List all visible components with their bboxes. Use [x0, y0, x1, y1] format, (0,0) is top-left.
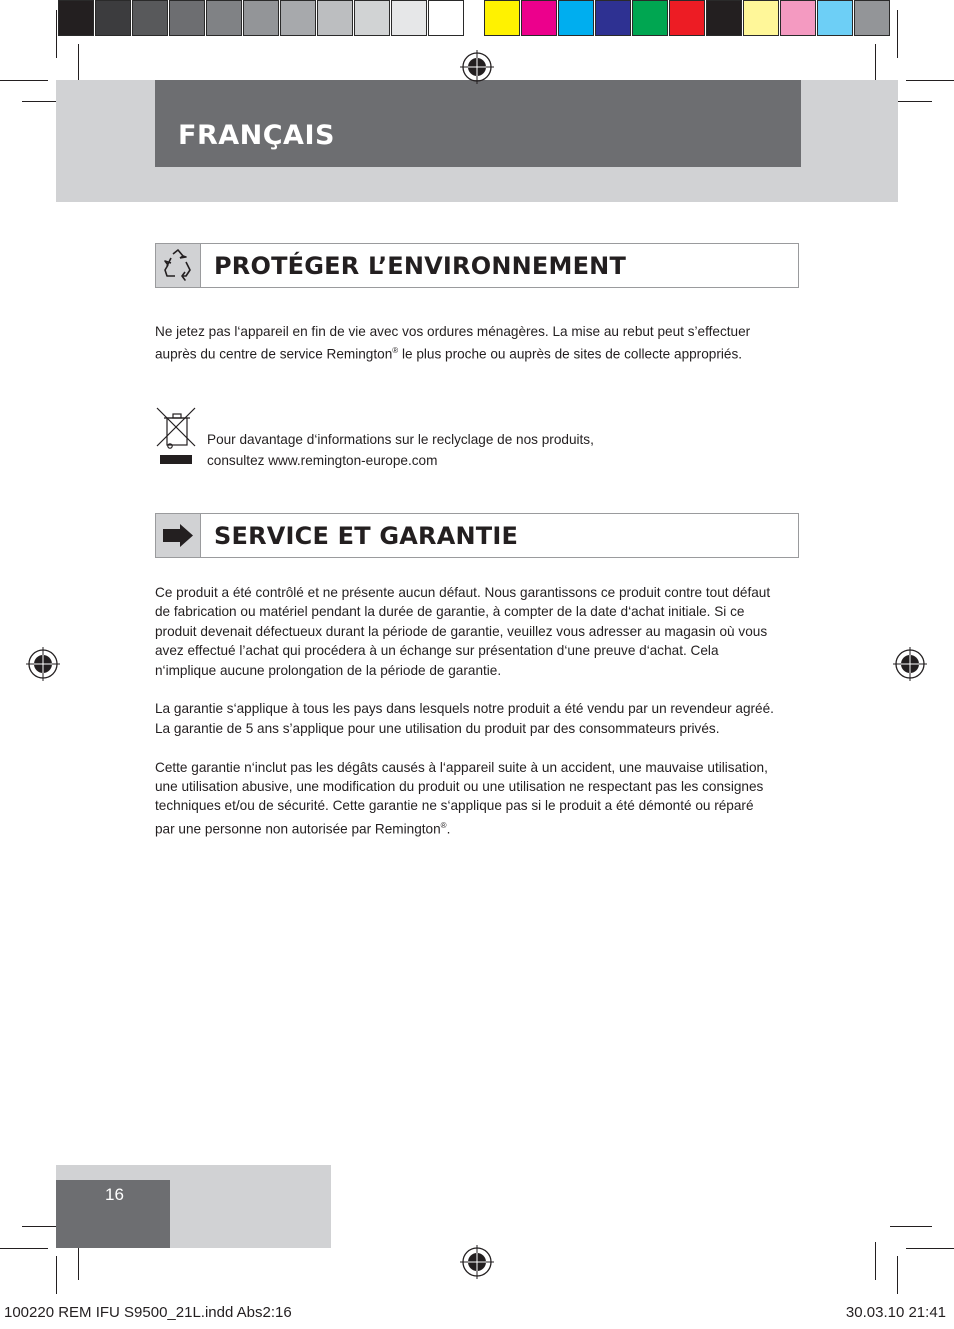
crop-mark	[890, 1226, 932, 1227]
color-swatch	[354, 0, 390, 36]
environment-title: PROTÉGER L’ENVIRONNEMENT	[214, 252, 627, 280]
color-swatch	[706, 0, 742, 36]
service-paragraph-4	[155, 758, 775, 839]
color-swatch	[243, 0, 279, 36]
color-swatch	[169, 0, 205, 36]
crop-mark	[875, 1242, 876, 1280]
color-swatch	[817, 0, 853, 36]
registered-mark: ®	[440, 820, 447, 830]
color-swatch	[669, 0, 705, 36]
color-swatch	[595, 0, 631, 36]
gray-color-bar	[58, 0, 465, 38]
color-swatch	[132, 0, 168, 36]
crop-mark	[56, 10, 57, 58]
color-swatch	[484, 0, 520, 36]
registration-mark-icon	[26, 647, 60, 681]
registration-mark-icon	[893, 647, 927, 681]
color-swatch	[58, 0, 94, 36]
service-paragraph-4-end: .	[446, 821, 451, 837]
service-paragraph-2: La garantie s‘applique à tous les pays dans lesquels notre produit a été vendu par un revendeur agréé.	[155, 701, 774, 717]
color-swatch	[95, 0, 131, 36]
service-title: SERVICE ET GARANTIE	[214, 522, 519, 550]
environment-paragraph	[155, 322, 780, 364]
color-swatch	[521, 0, 557, 36]
slug-date-time: 30.03.10 21:41	[845, 1304, 946, 1321]
service-section-header	[155, 513, 799, 558]
slug-file-info: 100220 REM IFU S9500_21L.indd Abs2:16	[4, 1304, 292, 1321]
recycle-icon	[156, 244, 201, 287]
crop-mark	[897, 1256, 898, 1294]
crop-mark	[56, 1256, 57, 1294]
crop-mark	[906, 1248, 954, 1249]
crop-mark	[0, 1248, 48, 1249]
page-number: 16	[105, 1185, 124, 1204]
color-swatch	[632, 0, 668, 36]
crop-mark	[0, 80, 48, 81]
service-paragraphs	[155, 583, 775, 839]
weee-line-2: consultez www.remington-europe.com	[207, 453, 438, 468]
crop-mark	[906, 80, 954, 81]
color-swatch	[391, 0, 427, 36]
color-swatch	[206, 0, 242, 36]
weee-info	[207, 429, 767, 471]
crossed-bin-icon	[155, 406, 197, 466]
color-swatch	[780, 0, 816, 36]
service-paragraph-3: La garantie de 5 ans s’applique pour une utilisation du produit par des consommateurs privés.	[155, 720, 720, 736]
color-swatch	[558, 0, 594, 36]
color-swatch	[280, 0, 316, 36]
color-swatch	[854, 0, 890, 36]
process-color-bar	[484, 0, 891, 38]
registered-mark: ®	[392, 346, 399, 356]
environment-text: Ne jetez pas l‘appareil en fin de vie avec vos ordures ménagères. La mise au rebut peut s’effectuer auprès du centre de service Remington	[155, 324, 751, 362]
color-swatch	[317, 0, 353, 36]
service-paragraph-4-text: Cette garantie n‘inclut pas les dégâts causés à l‘appareil suite à un accident, une mauvaise utilisation, une utilisation abusive, une modification du produit ou une utilisation ne respectant pas les consignes techniques et/ou de sécurité. Cette garantie ne s‘applique pas si le produit a été démonté ou réparé par une personne non autorisée par Remington	[155, 759, 768, 837]
crop-mark	[897, 10, 898, 58]
registration-mark-icon	[460, 50, 494, 84]
environment-text-end: le plus proche ou auprès de sites de collecte appropriés.	[398, 346, 743, 362]
color-swatch	[743, 0, 779, 36]
weee-line-1: Pour davantage d‘informations sur le reclyclage de nos produits,	[207, 432, 594, 447]
arrow-right-icon	[156, 514, 201, 557]
language-title: FRANÇAIS	[178, 120, 335, 151]
registration-mark-icon	[460, 1245, 494, 1279]
environment-section-header	[155, 243, 799, 288]
color-swatch	[428, 0, 464, 36]
service-paragraph-1: Ce produit a été contrôlé et ne présente aucun défaut. Nous garantissons ce produit contre tout défaut de fabrication ou matériel pendant la durée de garantie, à compter de la date d‘achat initiale. Si ce produit devenait défectueux durant la période de garantie, veuillez vous adresser au magasin où vous avez effectué l’achat qui procédera à un échange sur présentation d‘une preuve d‘achat. Cela n‘implique aucune prolongation de la période de garantie.	[155, 585, 771, 678]
